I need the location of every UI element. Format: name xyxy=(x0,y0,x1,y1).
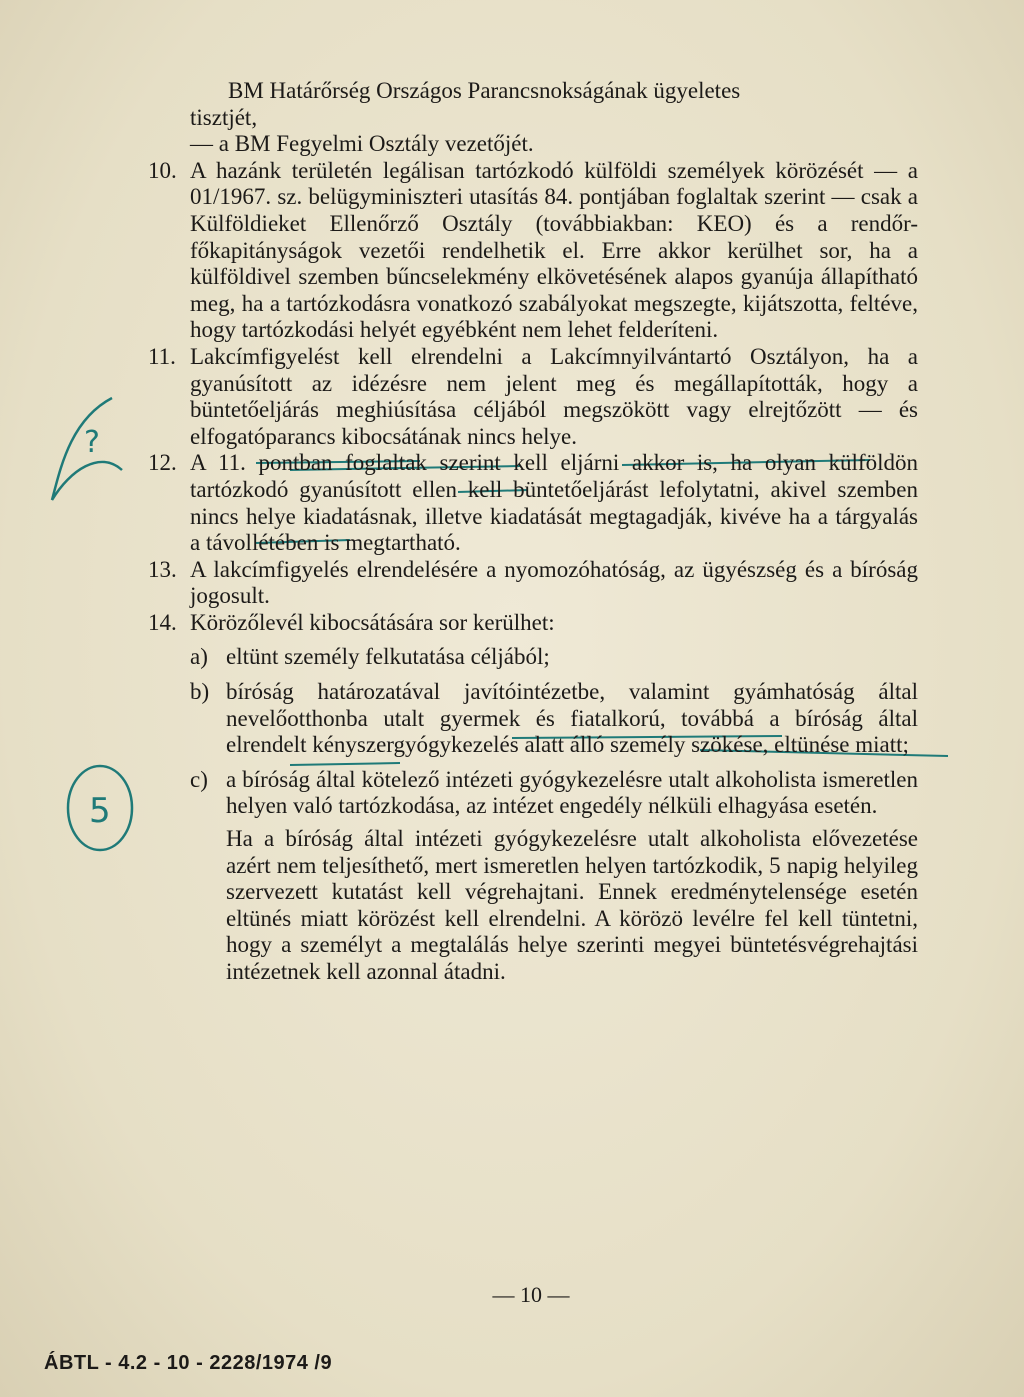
item-13 xyxy=(148,556,918,610)
subitem-b xyxy=(190,679,918,759)
item-12 xyxy=(148,450,918,556)
archive-reference: ÁBTL - 4.2 - 10 - 2228/1974 /9 xyxy=(44,1352,333,1374)
item-number: 11. xyxy=(148,343,176,369)
subitem-text: eltünt személy felkutatása céljából; xyxy=(226,644,550,670)
item-11 xyxy=(148,343,918,450)
intro-line-2: tisztjét, xyxy=(190,104,258,130)
subitem-label: a) xyxy=(190,644,208,670)
item-14 xyxy=(148,609,918,637)
document-body xyxy=(148,78,918,986)
item-number: 10. xyxy=(148,157,177,183)
subitem-text: bíróság határozatával javítóintézetbe, valamint gyámhatóság által nevelőotthonba utalt gyermek és fiatalkorú, továbbá a bíróság által elrendelt kényszergyógykezelés alatt álló személy szökése, eltünése miatt; xyxy=(226,679,918,758)
item-text: A 11. pontban foglaltak szerint kell eljárni akkor is, ha olyan külföldön tartózkodó gyanúsított ellen kell büntetőeljárást lefolytatni, akivel szemben nincs helye kiadatásnak, illetve kiadatását megtagadják, kivéve ha a tárgyalás a távollétében is megtartható. xyxy=(190,450,918,556)
intro-block xyxy=(190,78,918,158)
item-number: 13. xyxy=(148,556,177,582)
item-text: Lakcímfigyelést kell elrendelni a Lakcímnyilvántartó Osztályon, ha a gyanúsított az idézésre nem jelent meg és megállapították, hogy a büntetőeljárás meghiúsítása céljából megszökött vagy elrejtőzött — és elfogatóparancs kibocsátának nincs helye. xyxy=(190,343,918,449)
circled-number-mark xyxy=(68,766,132,850)
item-text: Körözőlevél kibocsátására sor kerülhet: xyxy=(190,609,555,635)
item-text: A lakcímfigyelés elrendelésére a nyomozóhatóság, az ügyészség és a bíróság jogosult. xyxy=(190,556,918,609)
item-10 xyxy=(148,157,918,344)
page-number: — 10 — xyxy=(492,1282,570,1307)
subitem-text: a bíróság által kötelező intézeti gyógykezelésre utalt alkoholista ismeretlen helyen való tartózkodása, az intézet engedély nélküli elhagyása esetén. xyxy=(226,766,918,819)
margin-bracket-mark xyxy=(52,398,122,500)
subitem-c xyxy=(190,767,918,820)
closing-paragraph: Ha a bíróság által intézeti gyógykezelésre utalt alkoholista elővezetése azért nem teljesíthető, mert ismeretlen helyen tartózkodik, 5 napig helyileg szervezett kutatást kell végrehajtani. Ennek eredménytelensége esetén eltünés miatt körözést kell elrendelni. A körözö levélre fel kell tüntetni, hogy a személyt a megtalálás helye szerinti megyei büntetésvégrehajtási intézetnek kell azonnal átadni. xyxy=(226,826,918,984)
subitem-label: b) xyxy=(190,679,210,705)
item-number: 14. xyxy=(148,609,177,635)
item-number: 12. xyxy=(148,450,177,476)
subitem-label: c) xyxy=(190,766,208,792)
circled-number-five: 5 xyxy=(89,791,111,831)
intro-line-1: BM Határőrség Országos Parancsnokságának ügyeletes xyxy=(228,78,741,103)
margin-question-mark: ? xyxy=(84,425,100,460)
subitem-a xyxy=(190,644,918,671)
item-text: A hazánk területén legálisan tartózkodó külföldi személyek körözését — a 01/1967. sz. belügyminiszteri utasítás 84. pontjában foglaltak szerint — csak a Külföldieket Ellenőrző Osztály (továbbiakban: KEO) és a rendőr-főkapitányságok vezetői rendelhetik el. Erre akkor kerülhet sor, ha a külföldivel szemben bűncselekmény elkövetésének alapos gyanúja állapítható meg, ha a tartózkodásra vonatkozó szabályokat megszegte, kijátszotta, feltéve, hogy tartózkodási helyét egyébként nem lehet felderíteni. xyxy=(190,157,918,343)
intro-line-3: — a BM Fegyelmi Osztály vezetőjét. xyxy=(190,131,534,157)
